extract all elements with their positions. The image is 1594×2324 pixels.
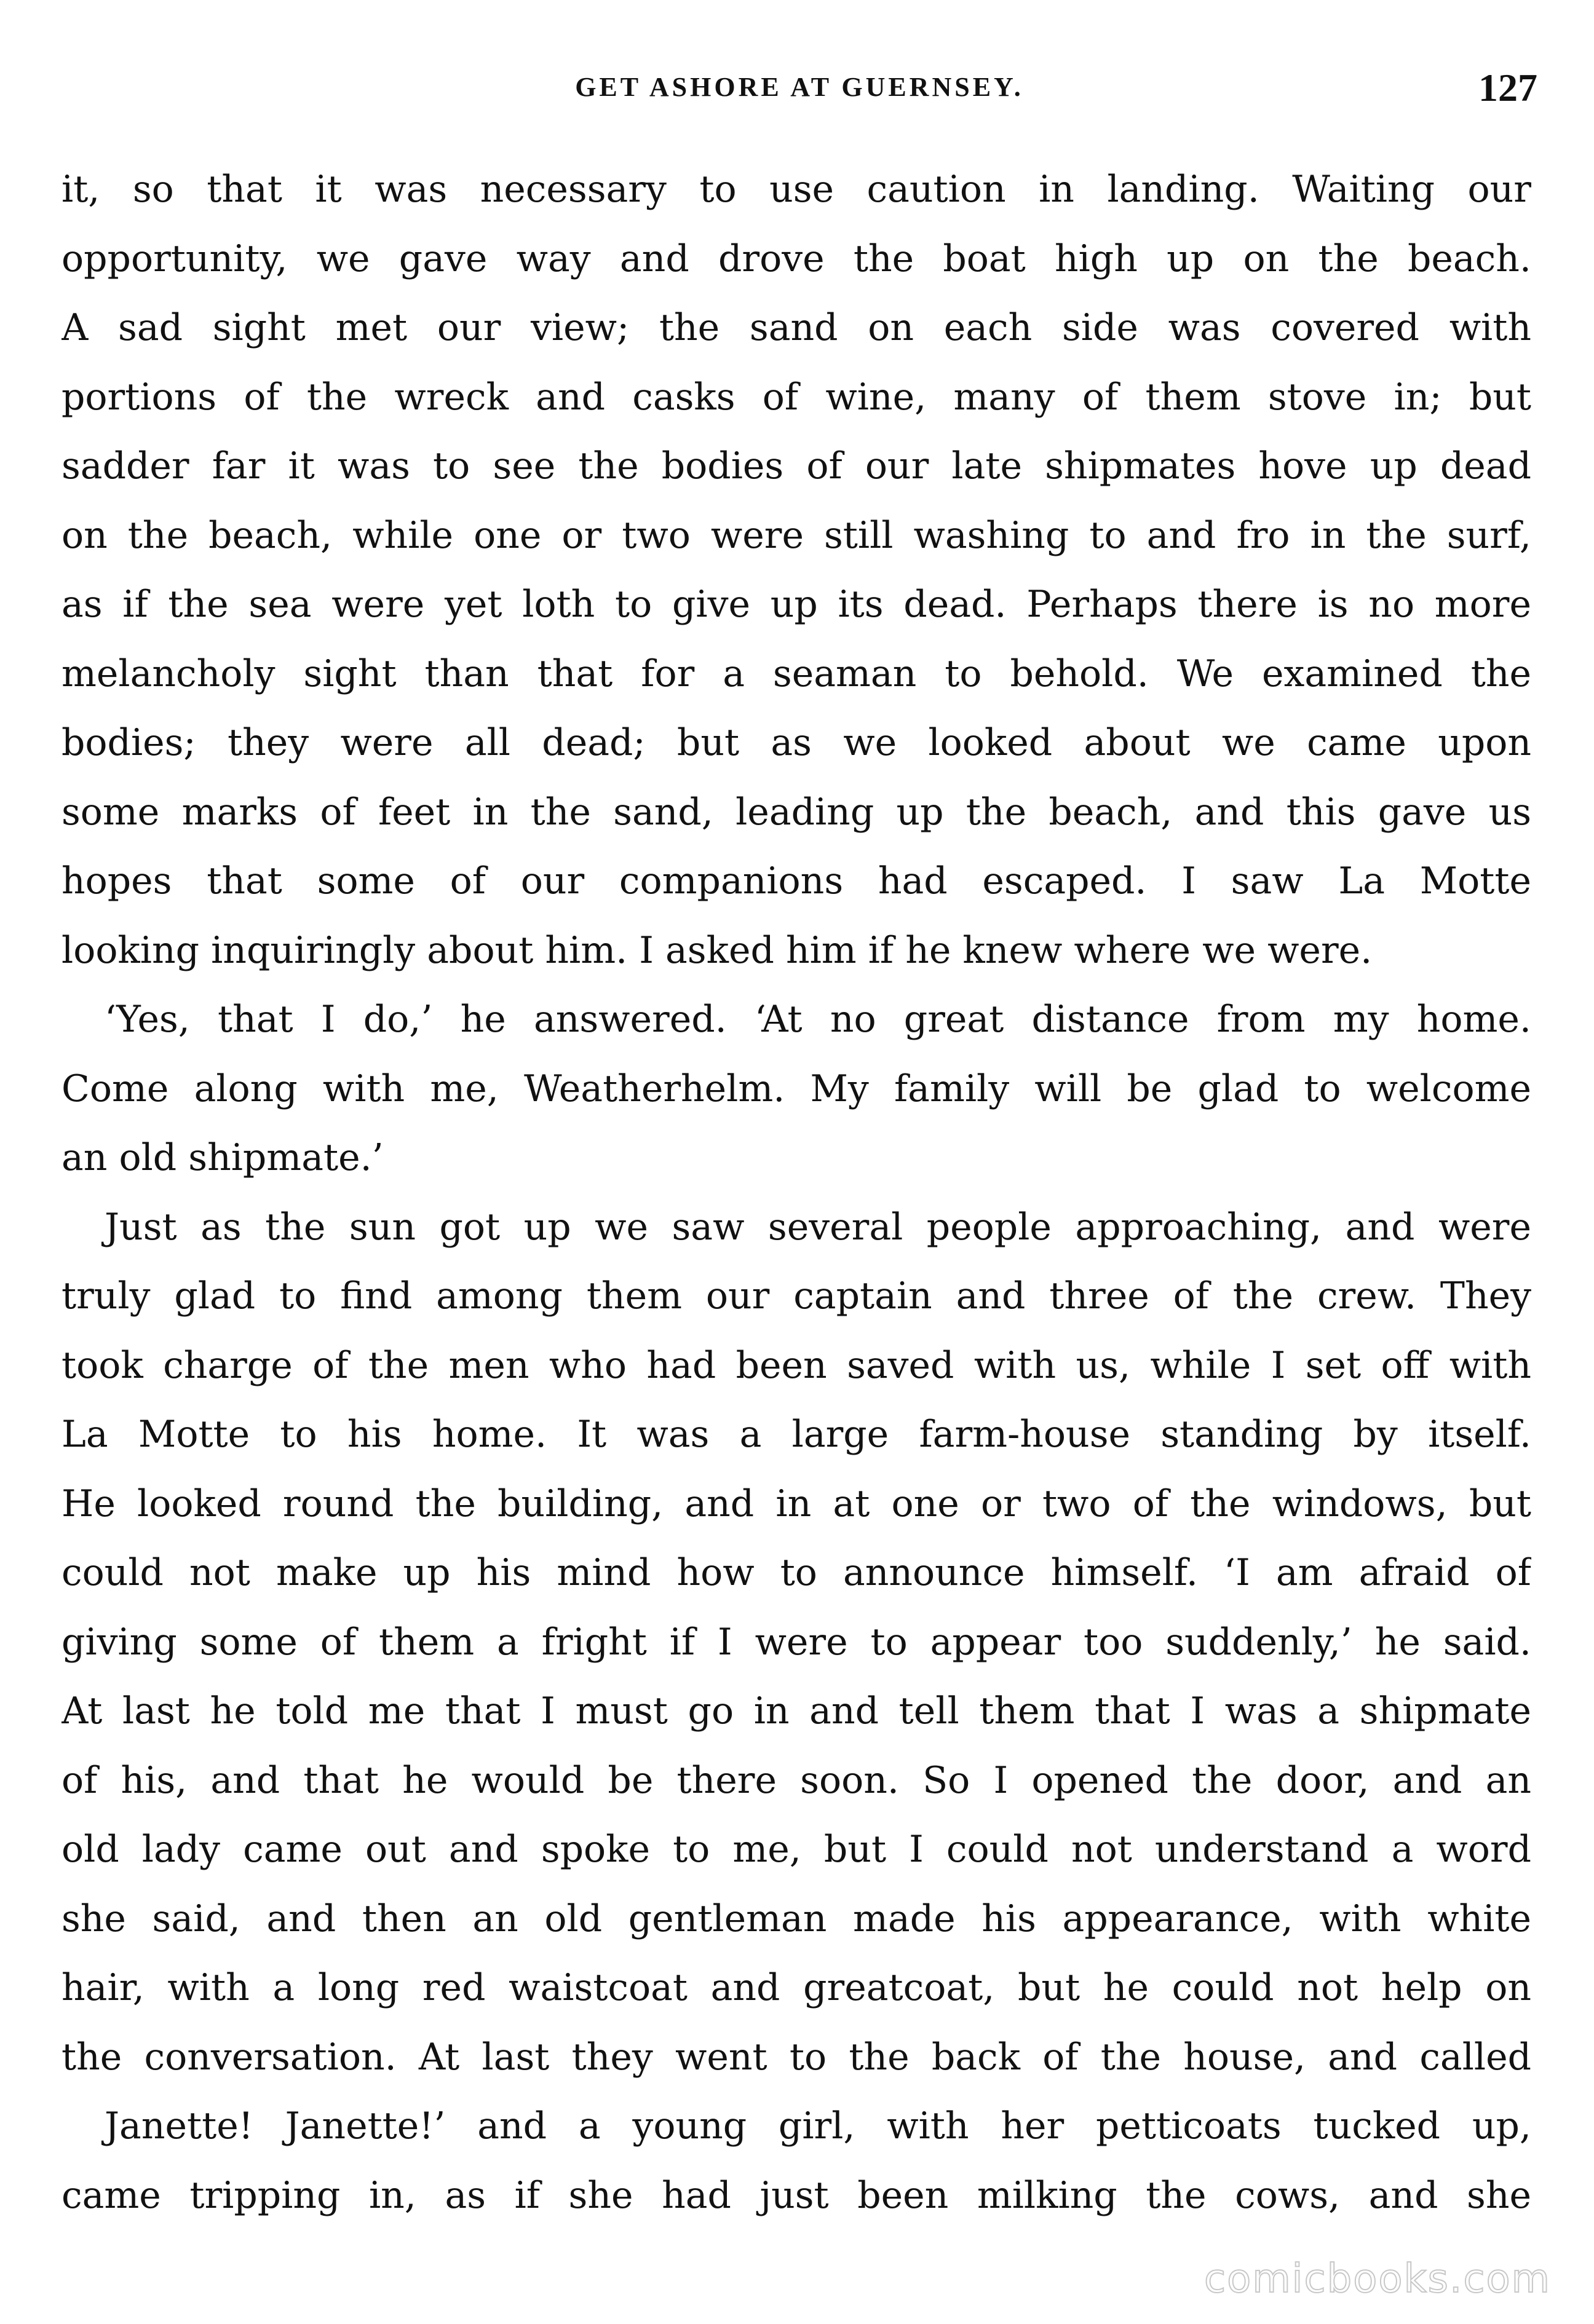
text-line: could not make up his mind how to announce himself. ‘I am afraid of [61, 1551, 1531, 1594]
text-line: took charge of the men who had been saved with us, while I set off with [61, 1343, 1531, 1387]
text-line: Come along with me, Weatherhelm. My family will be glad to welcome [61, 1067, 1531, 1110]
text-line: He looked round the building, and in at one or two of the windows, but [61, 1482, 1531, 1525]
page-number: 127 [1478, 66, 1537, 109]
running-head: GET ASHORE AT GUERNSEY. [575, 72, 1024, 102]
text-line: bodies; they were all dead; but as we looked about we came upon [61, 721, 1531, 764]
text-line: some marks of feet in the sand, leading up the beach, and this gave us [61, 790, 1531, 834]
text-line: Just as the sun got up we saw several people approaching, and were [105, 1205, 1531, 1249]
text-line: giving some of them a fright if I were to appear too suddenly,’ he said. [61, 1620, 1531, 1664]
page-header [61, 68, 1537, 117]
watermark: comicbooks.com [1203, 2256, 1551, 2302]
text-line: it, so that it was necessary to use caution in landing. Waiting our [61, 168, 1531, 211]
text-line: hopes that some of our companions had escaped. I saw La Motte [61, 860, 1531, 903]
text-line: old lady came out and spoke to me, but I could not understand a word [61, 1828, 1531, 1871]
text-line: melancholy sight than that for a seaman to behold. We examined the [61, 652, 1531, 695]
text-line: the conversation. At last they went to the back of the house, and called [61, 2035, 1531, 2079]
body-text [61, 155, 1531, 2230]
text-line: opportunity, we gave way and drove the boat high up on the beach. [61, 237, 1531, 280]
text-line: La Motte to his home. It was a large farm-house standing by itself. [61, 1413, 1531, 1456]
text-line: came tripping in, as if she had just been milking the cows, and she [61, 2173, 1531, 2217]
text-line: Janette! Janette!’ and a young girl, with her petticoats tucked up, [105, 2105, 1531, 2148]
text-line: looking inquiringly about him. I asked him if he knew where we were. [61, 928, 1373, 972]
text-line: as if the sea were yet loth to give up its dead. Perhaps there is no more [61, 583, 1531, 626]
text-line: she said, and then an old gentleman made his appearance, with white [61, 1897, 1531, 1940]
text-line: of his, and that he would be there soon. So I opened the door, and an [61, 1758, 1531, 1802]
text-line: portions of the wreck and casks of wine, many of them stove in; but [61, 375, 1531, 419]
text-line: hair, with a long red waistcoat and greatcoat, but he could not help on [61, 1966, 1531, 2009]
text-line: truly glad to find among them our captain and three of the crew. They [61, 1275, 1531, 1318]
text-line: on the beach, while one or two were still washing to and fro in the surf, [61, 513, 1531, 557]
text-line: ‘Yes, that I do,’ he answered. ‘At no great distance from my home. [105, 998, 1531, 1041]
text-line: At last he told me that I must go in and tell them that I was a shipmate [61, 1690, 1531, 1733]
text-line: sadder far it was to see the bodies of our late shipmates hove up dead [61, 445, 1531, 488]
text-line: A sad sight met our view; the sand on each side was covered with [61, 306, 1531, 349]
text-line: an old shipmate.’ [61, 1136, 384, 1179]
